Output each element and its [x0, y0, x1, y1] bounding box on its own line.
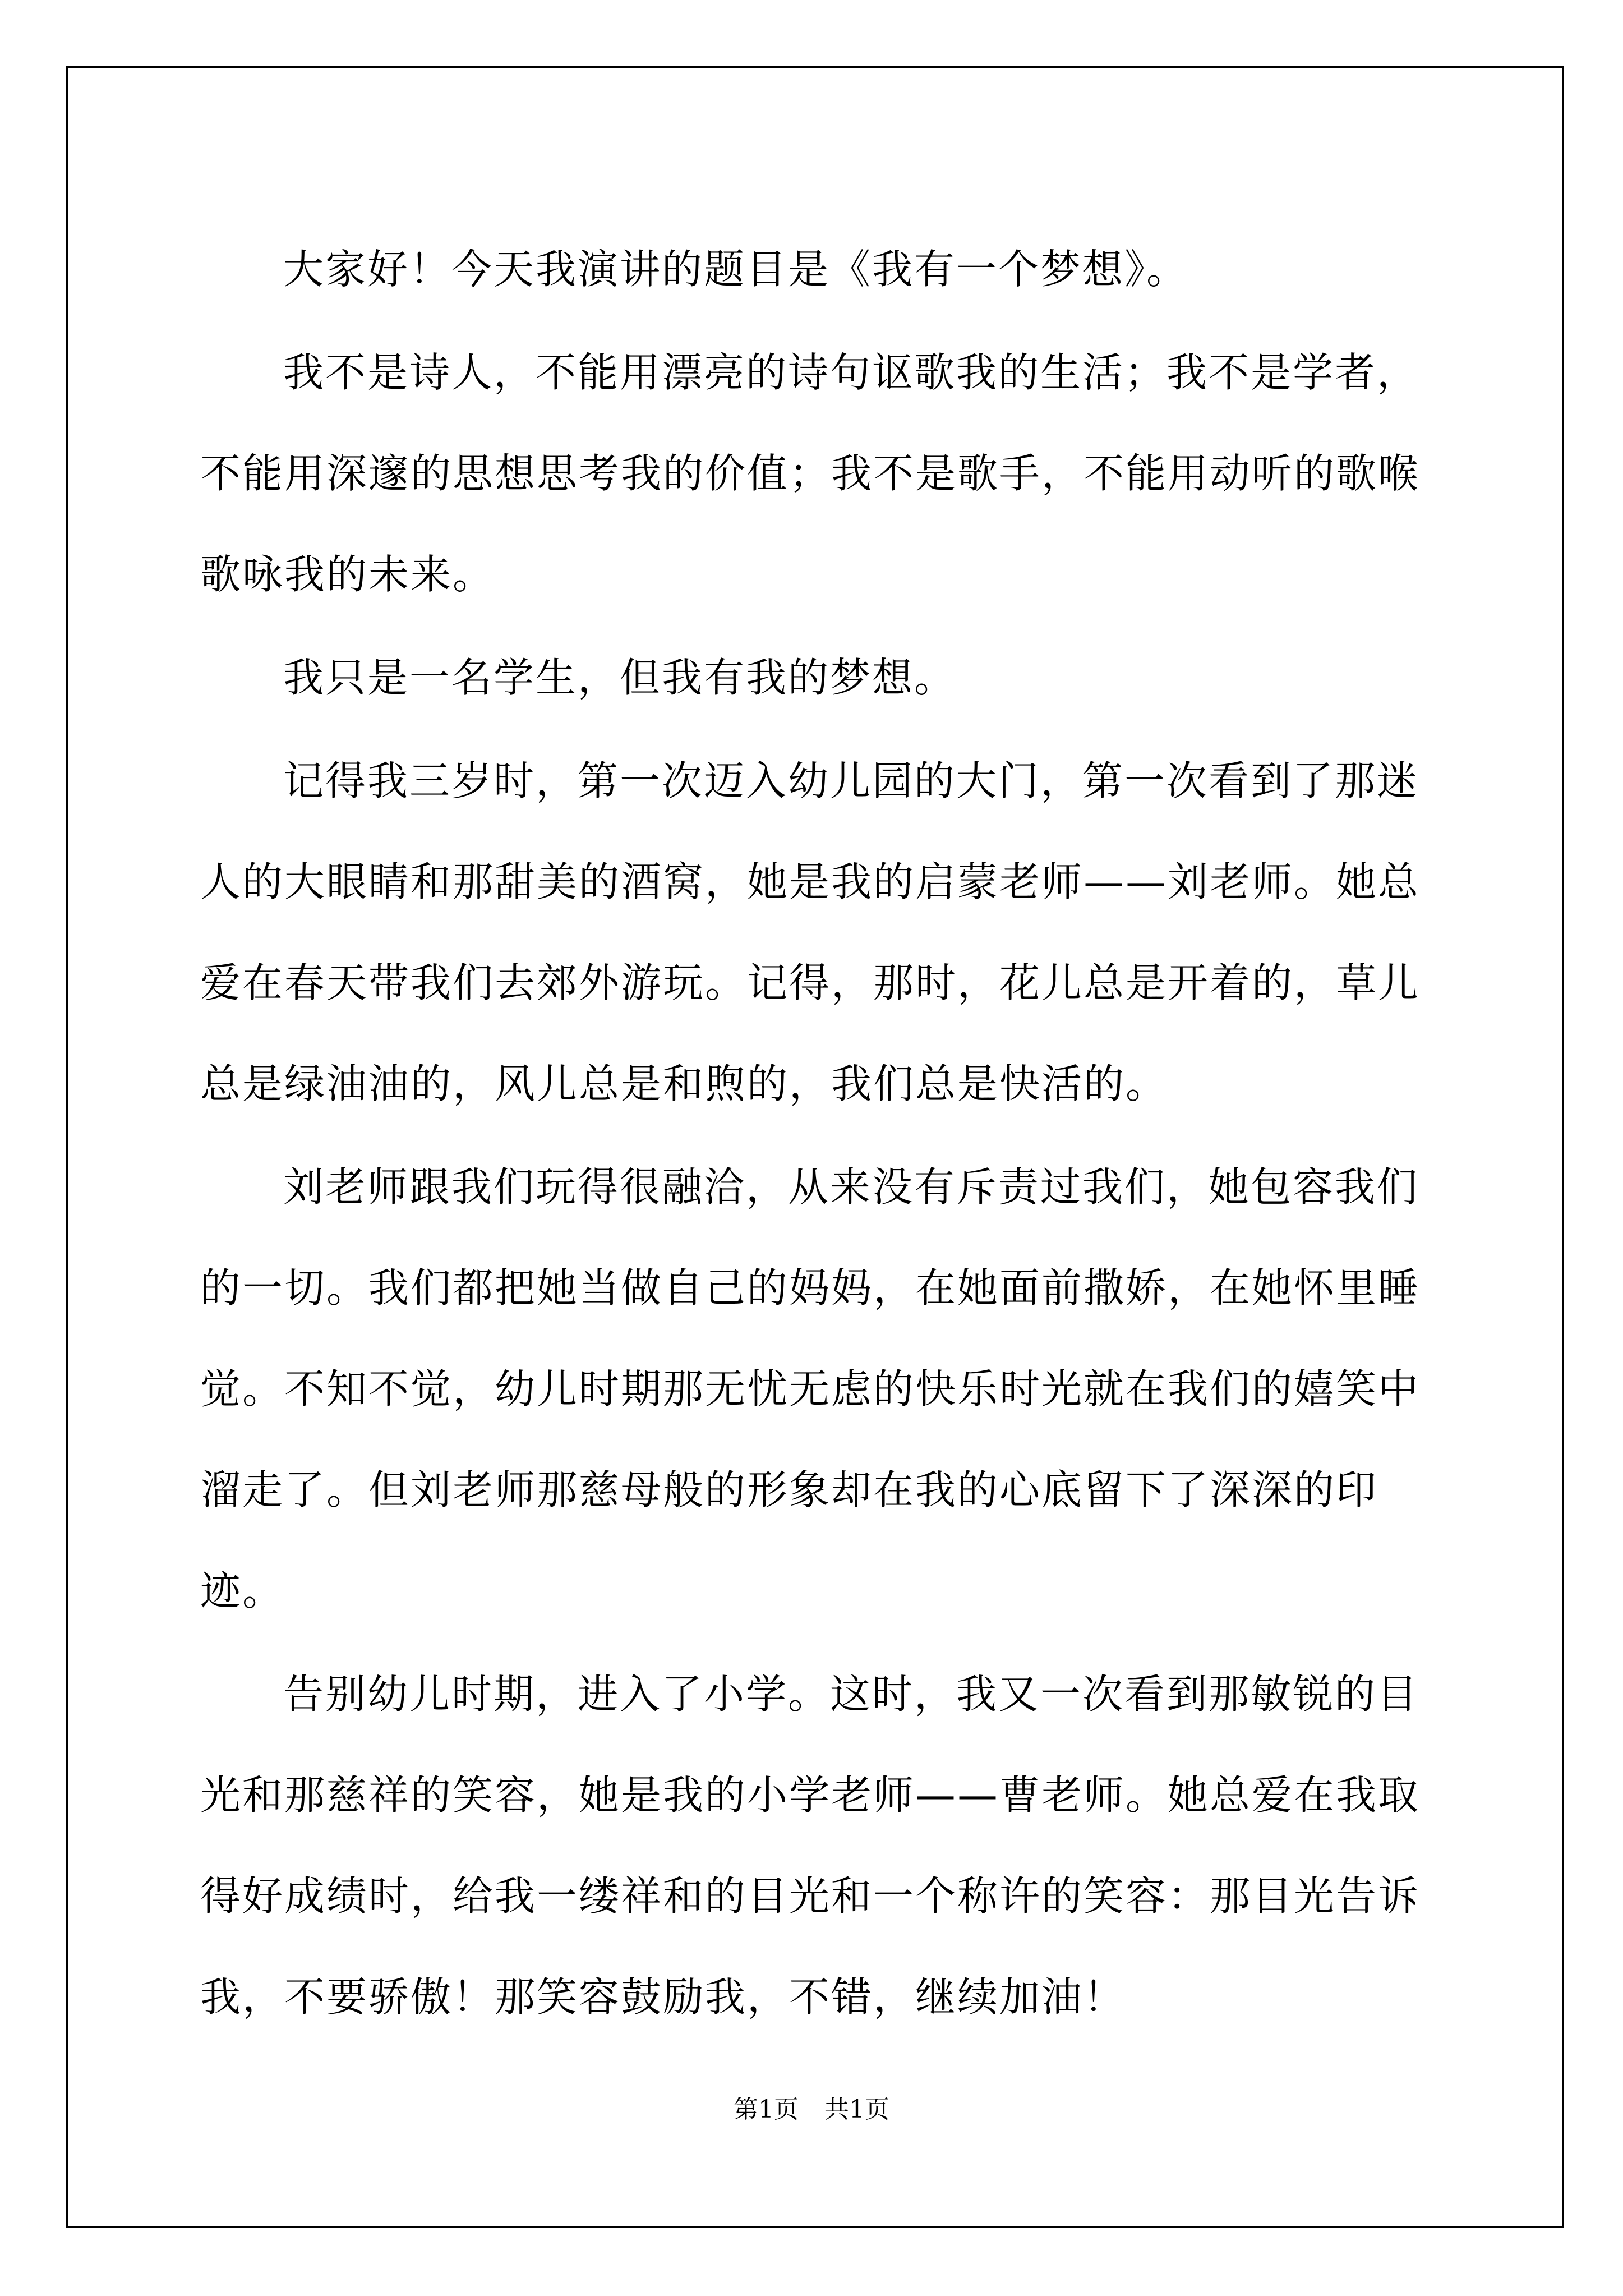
paragraph-greeting: 大家好！今天我演讲的题目是《我有一个梦想》。 — [283, 246, 1189, 293]
paragraph-student-dream: 我只是一名学生，但我有我的梦想。 — [283, 654, 957, 701]
paragraph-not-poet: 我不是诗人，不能用漂亮的诗句讴歌我的生活；我不是学者，不能用深邃的思想思考我的价值；我不是歌手，不能用动听的歌喉歌咏我的未来。 — [200, 349, 1421, 598]
page-footer — [0, 2089, 1623, 2125]
page-number-current: 第1页 — [734, 2095, 799, 2124]
page-number-total: 共1页 — [824, 2095, 889, 2124]
paragraph-teacher-liu: 刘老师跟我们玩得很融洽，从来没有斥责过我们，她包容我们的一切。我们都把她当做自己的妈妈，在她面前撒娇，在她怀里睡觉。不知不觉，幼儿时期那无忧无虑的快乐时光就在我们的嬉笑中溜走了。但刘老师那慈母般的形象却在我的心底留下了深深的印迹。 — [200, 1163, 1421, 1614]
paragraph-kindergarten: 记得我三岁时，第一次迈入幼儿园的大门，第一次看到了那迷人的大眼睛和那甜美的酒窝，她是我的启蒙老师——刘老师。她总爱在春天带我们去郊外游玩。记得，那时，花儿总是开着的，草儿总是绿油油的，风儿总是和煦的，我们总是快活的。 — [200, 757, 1421, 1107]
paragraph-teacher-cao: 告别幼儿时期，进入了小学。这时，我又一次看到那敏锐的目光和那慈祥的笑容，她是我的小学老师——曹老师。她总爱在我取得好成绩时，给我一缕祥和的目光和一个称许的笑容：那目光告诉我，不要骄傲！那笑容鼓励我，不错，继续加油！ — [200, 1671, 1421, 2021]
document-body — [200, 219, 1423, 2050]
